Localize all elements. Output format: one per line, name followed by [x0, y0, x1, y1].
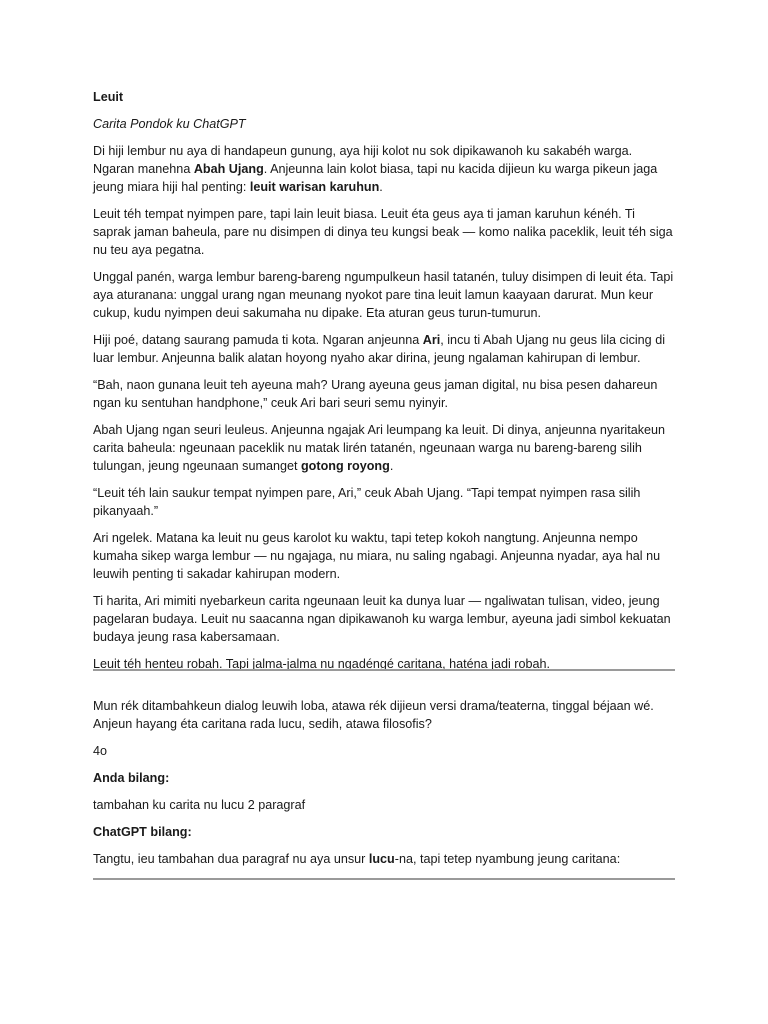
paragraph-10: Leuit téh henteu robah. Tapi jalma-jalma nu ngadéngé caritana, haténa jadi robah. — [93, 657, 550, 671]
chat-transcript — [93, 697, 676, 877]
paragraph-5: “Bah, naon gunana leuit teh ayeuna mah? Urang ayeuna geus jaman digital, nu bisa pesen dahareun ngan ku sentuhan handphone,” ceuk Ari bari seuri semu nyinyir. — [93, 378, 658, 410]
paragraph-3: Unggal panén, warga lembur bareng-bareng ngumpulkeun hasil tatanén, tuluy disimpen di leuit éta. Tapi aya aturanana: unggal urang ngan meunang nyokot pare tina leuit lamun kaayaan darurat. Mun keur cukup, kudu nyimpen deui sakumaha nu dipake. Eta aturan geus turun-tumurun. — [93, 270, 674, 320]
user-label — [93, 769, 676, 787]
text: Di hiji lembur nu aya di handapeun gunung, aya hiji kolot nu sok dipikawanoh ku sakabéh warga. Ngaran manehna — [93, 144, 633, 176]
story-subtitle: Carita Pondok ku ChatGPT — [93, 117, 246, 131]
bold-lucu: lucu — [368, 852, 395, 866]
bold-leuit-warisan: leuit warisan karuhun — [249, 180, 380, 194]
assistant-label — [93, 823, 676, 841]
story-title: Leuit — [93, 90, 124, 104]
paragraph-4 — [93, 331, 676, 367]
text: , incu ti Abah Ujang nu geus lila cicing di luar lembur. Anjeunna balik alatan hoyong nyaho akar dirina, jeung ngalaman kahirupan di lembur. — [93, 333, 665, 365]
paragraph-6 — [93, 421, 676, 475]
story — [93, 88, 676, 682]
assistant-label-text: ChatGPT bilang: — [93, 825, 192, 839]
text: Hiji poé, datang saurang pamuda ti kota. Ngaran anjeunna — [93, 333, 423, 347]
text: . — [379, 180, 383, 194]
assistant-reply — [93, 850, 676, 868]
text: Tangtu, ieu tambahan dua paragraf nu aya unsur — [93, 852, 369, 866]
text: . — [389, 459, 394, 473]
assistant-offer: Mun rék ditambahkeun dialog leuwih loba, atawa rék dijieun versi drama/teaterna, tinggal béjaan wé. Anjeun hayang éta caritana rada lucu, sedih, atawa filosofis? — [93, 699, 654, 731]
user-label-text: Anda bilang: — [93, 771, 170, 785]
user-message: tambahan ku carita nu lucu 2 paragraf — [93, 798, 306, 812]
divider — [93, 878, 675, 880]
paragraph-2: Leuit téh tempat nyimpen pare, tapi lain leuit biasa. Leuit éta geus aya ti jaman karuhun kénéh. Ti saprak jaman baheula, pare nu disimpen di dinya teu kungsi beak — komo nalika paceklik, leuit téh siga nu teu aya pegatna. — [93, 207, 673, 257]
text: -na, tapi tetep nyambung jeung caritana: — [394, 852, 621, 866]
bold-gotong-royong: gotong royong — [300, 459, 390, 473]
paragraph-1 — [93, 142, 676, 196]
paragraph-9: Ti harita, Ari mimiti nyebarkeun carita ngeunaan leuit ka dunya luar — ngaliwatan tulisan, video, jeung pagelaran budaya. Leuit nu saacanna ngan dipikawanoh ku warga lembur, ayeuna jadi simbol kekuatan budaya jeung rasa kabersamaan. — [93, 594, 671, 644]
paragraph-8: Ari ngelek. Matana ka leuit nu geus karolot ku waktu, tapi tetep kokoh nangtung. Anjeunna nempo kumaha sikep warga lembur — nu ngajaga, nu miara, nu saling ngabagi. Anjeunna nyadar, aya hal nu leuwih penting ti sakadar kahirupan modern. — [93, 531, 661, 581]
bold-name-ari: Ari — [422, 333, 441, 347]
divider — [93, 669, 675, 671]
model-label: 4o — [93, 744, 108, 758]
text: . Anjeunna lain kolot biasa, tapi nu kacida dijieun ku warga pikeun jaga jeung miara hiji hal penting: — [93, 162, 658, 194]
paragraph-7: “Leuit téh lain saukur tempat nyimpen pare, Ari,” ceuk Abah Ujang. “Tapi tempat nyimpen rasa silih pikanyaah.” — [93, 486, 641, 518]
text: Abah Ujang ngan seuri leuleus. Anjeunna ngajak Ari leumpang ka leuit. Di dinya, anjeunna nyaritakeun carita baheula: ngeunaan paceklik nu matak lirén tatanén, ngeunaan warga nu bareng-bareng silih tulungan, jeung ngeunaan sumanget — [93, 423, 666, 473]
bold-name-abah-ujang: Abah Ujang — [193, 162, 264, 176]
